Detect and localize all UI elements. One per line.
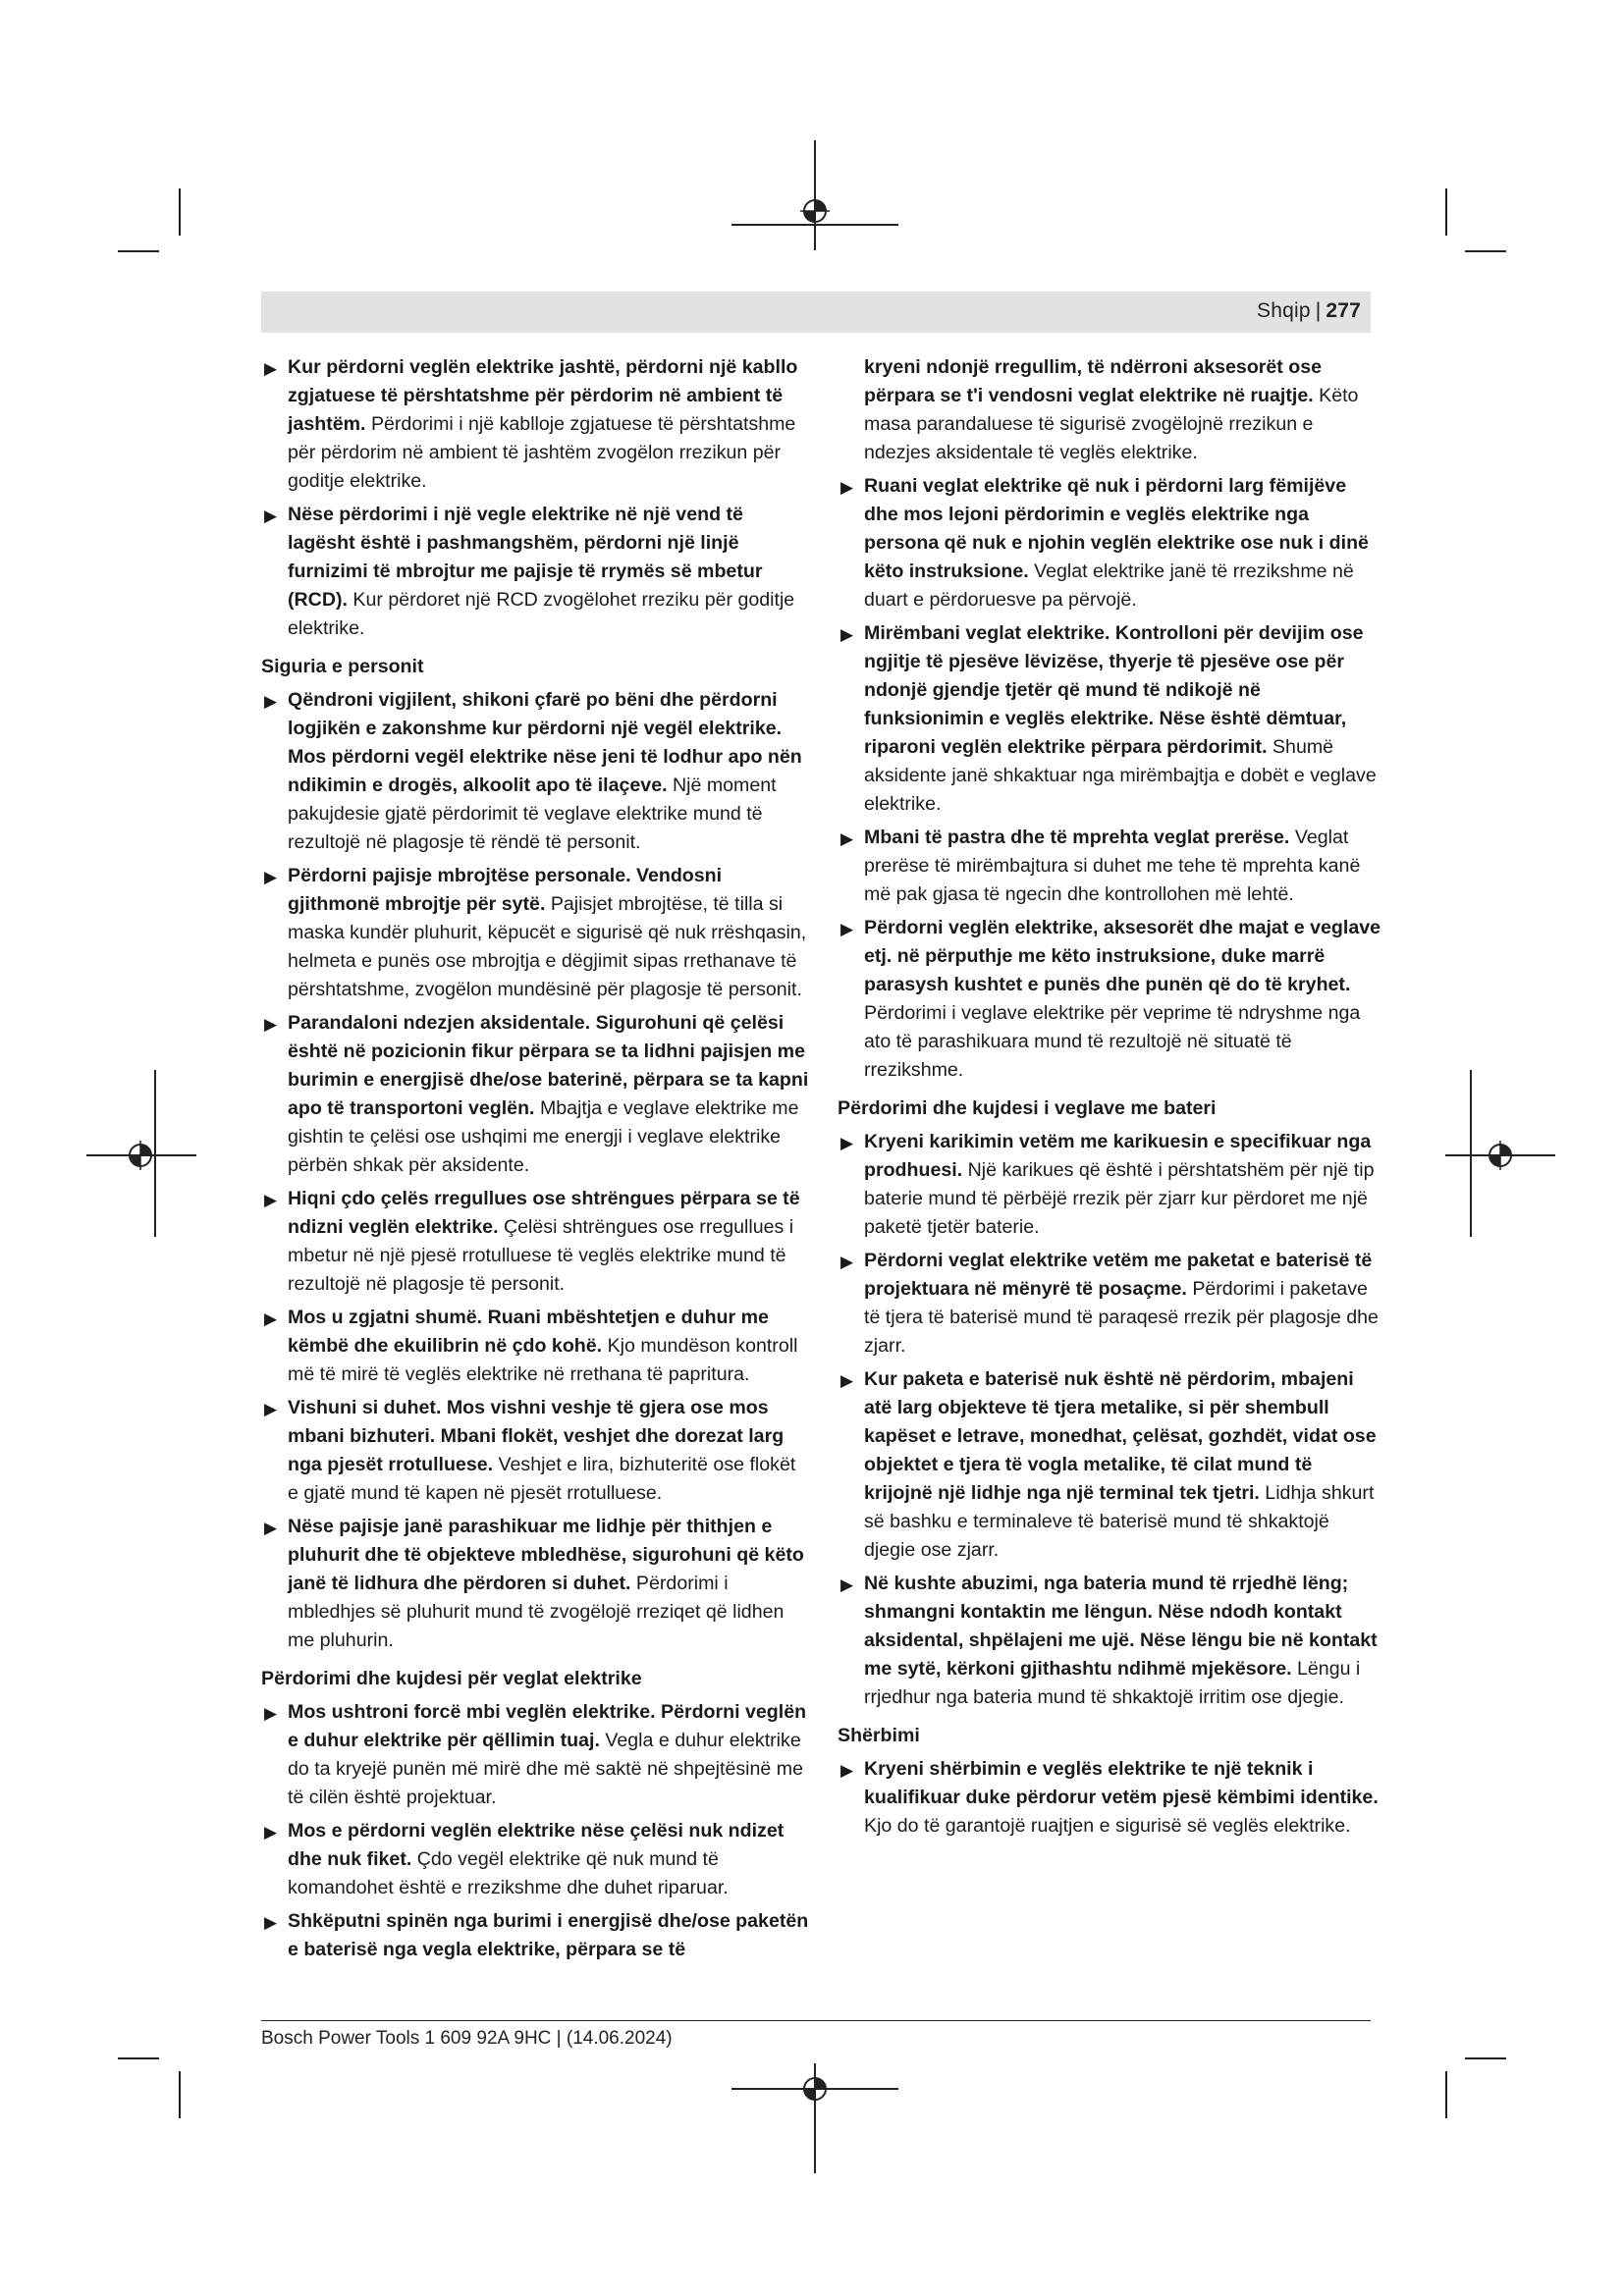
item-text: Pajisjet mbrojtëse, të tilla si maska kundër pluhurit, këpucët e sigurisë që nuk rrëshqasin, helmeta e punës ose mbrojtja e dëgjimit sipas rrethanave të përshtatshme, zvogëlon mundësinë për plagosje të personit. — [288, 893, 807, 1000]
crop-mark-top-right-v — [1445, 188, 1447, 236]
item-bold-text: Mirëmbani veglat elektrike. Kontrolloni për devijim ose ngjitje të pjesëve lëvizëse, thyerje të pjesëve ose për ndonjë gjendje tjetër që mund të ndikojë në funksionimin e veglës elektrike. Nëse është dëmtuar, riparoni veglën elektrike përpara përdorimit. — [864, 622, 1364, 758]
bullet-icon: ▶ — [264, 1191, 278, 1209]
safety-item — [838, 1570, 1383, 1712]
crop-mark-bottom-right-v — [1445, 2071, 1447, 2118]
bullet-icon: ▶ — [264, 1823, 278, 1842]
header-text — [1257, 299, 1361, 323]
registration-target-icon — [126, 1141, 155, 1170]
item-text: Veshjet e lira, bizhuteritë ose flokët e gjatë mund të kapen në pjesët rrotulluese. — [288, 1454, 796, 1504]
safety-item — [261, 501, 811, 643]
item-bold-text: Mos e përdorni veglën elektrike nëse çelësi nuk ndizet dhe nuk fiket. — [288, 1820, 785, 1870]
bullet-icon: ▶ — [264, 692, 278, 711]
left-column — [261, 353, 811, 1969]
safety-item — [261, 353, 811, 496]
safety-item — [261, 1698, 811, 1812]
safety-item — [261, 1009, 811, 1180]
item-text: Vegla e duhur elektrike do ta kryejë punën më mirë dhe më saktë në shpejtësinë me të cilën është projektuar. — [288, 1730, 803, 1808]
item-text: Çdo vegël elektrike që nuk mund të komandohet është e rrezikshme dhe duhet riparuar. — [288, 1848, 729, 1898]
safety-item — [261, 1394, 811, 1508]
safety-item — [838, 1365, 1383, 1565]
item-bold-text: Kur paketa e baterisë nuk është në përdorim, mbajeni atë larg objekteve të tjera metalike, si për shembull kapëset e letrave, monedhat, çelësat, gozhdët, vidat ose objektet e tjera të vogla metalike, të cilat mund të krijojnë një lidhje nga një terminal tek tjetri. — [864, 1368, 1377, 1504]
item-bold-text: Në kushte abuzimi, nga bateria mund të rrjedhë lëng; shmangni kontaktin me lëngun. Nëse ndodh kontakt aksidental, shpëlajeni me ujë. Nëse lëngu bie në kontakt me sytë, kërkoni gjithashtu ndihmë mjekësore. — [864, 1573, 1378, 1680]
item-text: Përdorimi i veglave elektrike për veprime të ndryshme nga ato të parashikuara mund të rezultojë në situatë të rrezikshme. — [864, 1002, 1361, 1081]
footer-rule — [261, 2020, 1371, 2021]
item-bold-text: Parandaloni ndezjen aksidentale. Sigurohuni që çelësi është në pozicionin fikur përpara se ta lidhni pajisjen me burimin e energjisë dhe/ose baterinë, përpara se ta kapni apo të transportoni veglën. — [288, 1012, 809, 1119]
item-bold-text: Kur përdorni veglën elektrike jashtë, përdorni një kabllo zgjatuese të përshtatshme për përdorim në ambient të jashtëm. — [288, 356, 798, 435]
header-language: Shqip — [1256, 299, 1311, 322]
item-text: Përdorimi i paketave të tjera të baterisë mund të paraqesë rrezik për plagosje dhe zjarr. — [864, 1278, 1379, 1357]
safety-item — [261, 686, 811, 857]
item-text: Lëngu i rrjedhur nga bateria mund të shkaktojë irritim ose djegie. — [864, 1658, 1361, 1708]
item-text: Përdorimi i mbledhjes së pluhurit mund të zvogëlojë rreziqet që lidhen me pluhurin. — [288, 1573, 785, 1651]
item-bold-text: Hiqni çdo çelës rregullues ose shtrëngues përpara se të ndizni veglën elektrike. — [288, 1188, 800, 1238]
item-bold-text: Përdorni pajisje mbrojtëse personale. Vendosni gjithmonë mbrojtje për sytë. — [288, 865, 723, 915]
item-text: Këto masa parandaluese të sigurisë zvogëlojnë rrezikun e ndezjes aksidentale të veglës elektrike. — [864, 385, 1359, 463]
bullet-icon: ▶ — [840, 625, 854, 644]
item-bold-text: Vishuni si duhet. Mos vishni veshje të gjera ose mos mbani bizhuteri. Mbani flokët, veshjet dhe dorezat larg nga pjesët rrotulluese. — [288, 1397, 785, 1475]
section-heading-battery-tools: Përdorimi dhe kujdesi i veglave me bateri — [838, 1097, 1217, 1119]
bullet-icon: ▶ — [840, 920, 854, 938]
item-bold-text: Mos ushtroni forcë mbi veglën elektrike. Përdorni veglën e duhur elektrike për qëllimin tuaj. — [288, 1701, 807, 1751]
safety-item — [838, 824, 1383, 909]
bullet-icon: ▶ — [264, 1015, 278, 1034]
item-bold-text: Ruani veglat elektrike që nuk i përdorni larg fëmijëve dhe mos lejoni përdorimin e veglës elektrike nga persona që nuk e njohin veglën elektrike ose nuk i dinë këto instruksione. — [864, 475, 1369, 582]
item-bold-text: Nëse pajisje janë parashikuar me lidhje për thithjen e pluhurit dhe të objekteve mbledhëse, sigurohuni që këto janë të lidhura dhe përdoren si duhet. — [288, 1516, 804, 1594]
bullet-icon: ▶ — [264, 507, 278, 525]
page-number: 277 — [1326, 299, 1361, 322]
section-heading-service: Shërbimi — [838, 1725, 920, 1746]
bullet-icon: ▶ — [840, 1371, 854, 1390]
section-heading-personal-safety: Siguria e personit — [261, 656, 424, 677]
footer-text: Bosch Power Tools 1 609 92A 9HC | (14.06.2024) — [261, 2028, 673, 2049]
header-separator: | — [1315, 299, 1322, 322]
safety-item — [261, 1907, 811, 1964]
crop-mark-bottom-left-v — [179, 2071, 181, 2118]
item-text: Mbajtja e veglave elektrike me gishtin te çelësi ose ushqimi me energji i veglave elektrike përbën shkak për aksidente. — [288, 1097, 799, 1176]
item-bold-text: Qëndroni vigjilent, shikoni çfarë po bëni dhe përdorni logjikën e zakonshme kur përdorni një vegël elektrike. Mos përdorni vegël elektrike nëse jeni të lodhur apo nën ndikimin e drogës, alkoolit apo të ilaçeve. — [288, 689, 802, 796]
bullet-icon: ▶ — [840, 1575, 854, 1594]
safety-item — [838, 1755, 1383, 1841]
right-column — [838, 353, 1383, 1845]
item-text: Lidhja shkurt së bashku e terminaleve të baterisë mund të shkaktojë djegie ose zjarr. — [864, 1482, 1375, 1561]
registration-target-icon — [800, 2074, 830, 2104]
crop-mark-top-left-h — [118, 250, 159, 252]
item-text: Veglat elektrike janë të rrezikshme në duart e përdoruesve pa përvojë. — [864, 561, 1354, 611]
registration-mark-right-line-v — [1470, 1070, 1472, 1237]
item-text: Kjo mundëson kontroll më të mirë të veglës elektrike në rrethana të papritura. — [288, 1335, 798, 1385]
bullet-icon: ▶ — [840, 1134, 854, 1152]
safety-item — [261, 1185, 811, 1299]
bullet-icon: ▶ — [264, 1400, 278, 1418]
item-text: Çelësi shtrëngues ose rregullues i mbetur në një pjesë rrotulluese të veglës elektrike mund të rezultojë në plagosje të personit. — [288, 1216, 794, 1295]
item-text: Kur përdoret një RCD zvogëlohet rreziku për goditje elektrike. — [288, 589, 795, 639]
safety-item — [838, 619, 1383, 819]
item-bold-text: Kryeni karikimin vetëm me karikuesin e specifikuar nga prodhuesi. — [864, 1131, 1372, 1181]
safety-item — [261, 862, 811, 1004]
bullet-icon: ▶ — [264, 1519, 278, 1537]
registration-target-icon — [800, 196, 830, 226]
bullet-icon: ▶ — [840, 1761, 854, 1780]
item-bold-text: Nëse përdorimi i një vegle elektrike në një vend të lagësht është i pashmangshëm, përdorni një linjë furnizimi të mbrojtur me pajisje të rrymës së mbetur (RCD). — [288, 504, 763, 611]
bullet-icon: ▶ — [264, 1309, 278, 1328]
item-text: Veglat prerëse të mirëmbajtura si duhet me tehe të mprehta kanë më pak gjasa të ngecin dhe kontrollohen më lehtë. — [864, 827, 1361, 905]
item-bold-text: Përdorni veglat elektrike vetëm me paketat e baterisë të projektuara në mënyrë të posaçme. — [864, 1250, 1373, 1300]
crop-mark-top-left-v — [179, 188, 181, 236]
crop-mark-bottom-right-h — [1465, 2057, 1506, 2059]
safety-item — [838, 472, 1383, 614]
item-bold-text: Mos u zgjatni shumë. Ruani mbështetjen e duhur me këmbë dhe ekuilibrin në çdo kohë. — [288, 1307, 769, 1357]
safety-item — [838, 1247, 1383, 1361]
item-text: Kjo do të garantojë ruajtjen e sigurisë së veglës elektrike. — [864, 1815, 1351, 1837]
item-bold-text: Mbani të pastra dhe të mprehta veglat prerëse. — [864, 827, 1290, 848]
page-header — [261, 292, 1371, 333]
safety-item — [261, 1304, 811, 1389]
section-heading-tool-use: Përdorimi dhe kujdesi për veglat elektrike — [261, 1668, 642, 1689]
bullet-icon: ▶ — [264, 1913, 278, 1932]
item-bold-text: Përdorni veglën elektrike, aksesorët dhe majat e veglave etj. në përputhje me këto instruksione, duke marrë parasysh kushtet e punës dhe punën që do të kryhet. — [864, 917, 1381, 995]
bullet-icon: ▶ — [264, 868, 278, 886]
safety-item-continuation — [838, 353, 1383, 467]
item-text: Një moment pakujdesie gjatë përdorimit të veglave elektrike mund të rezultojë në plagosje të rëndë të personit. — [288, 774, 777, 853]
item-bold-text: Kryeni shërbimin e veglës elektrike te një teknik i kualifikuar duke përdorur vetëm pjesë këmbimi identike. — [864, 1758, 1379, 1808]
bullet-icon: ▶ — [840, 478, 854, 497]
crop-mark-top-right-h — [1465, 250, 1506, 252]
bullet-icon: ▶ — [840, 829, 854, 848]
safety-item — [838, 914, 1383, 1085]
bullet-icon: ▶ — [264, 359, 278, 378]
item-bold-text: Shkëputni spinën nga burimi i energjisë dhe/ose paketën e baterisë nga vegla elektrike, përpara se të — [288, 1910, 809, 1960]
item-text: Një karikues që është i përshtatshëm për një tip baterie mund të përbëjë rrezik për zjarr kur përdoret me një paketë tjetër baterie. — [864, 1159, 1375, 1238]
registration-target-icon — [1486, 1141, 1515, 1170]
item-text: Përdorimi i një kablloje zgjatuese të përshtatshme për përdorim në ambient të jashtëm zvogëlon rrezikun për goditje elektrike. — [288, 413, 796, 492]
item-text: Shumë aksidente janë shkaktuar nga mirëmbajtja e dobët e veglave elektrike. — [864, 736, 1377, 815]
crop-mark-bottom-left-h — [118, 2057, 159, 2059]
safety-item — [838, 1128, 1383, 1242]
safety-item — [261, 1513, 811, 1655]
bullet-icon: ▶ — [264, 1704, 278, 1723]
bullet-icon: ▶ — [840, 1253, 854, 1271]
safety-item — [261, 1817, 811, 1902]
registration-mark-top-line-v — [814, 140, 816, 250]
item-bold-text: kryeni ndonjë rregullim, të ndërroni aksesorët ose përpara se t'i vendosni veglat elektrike në ruajtje. — [864, 356, 1323, 406]
